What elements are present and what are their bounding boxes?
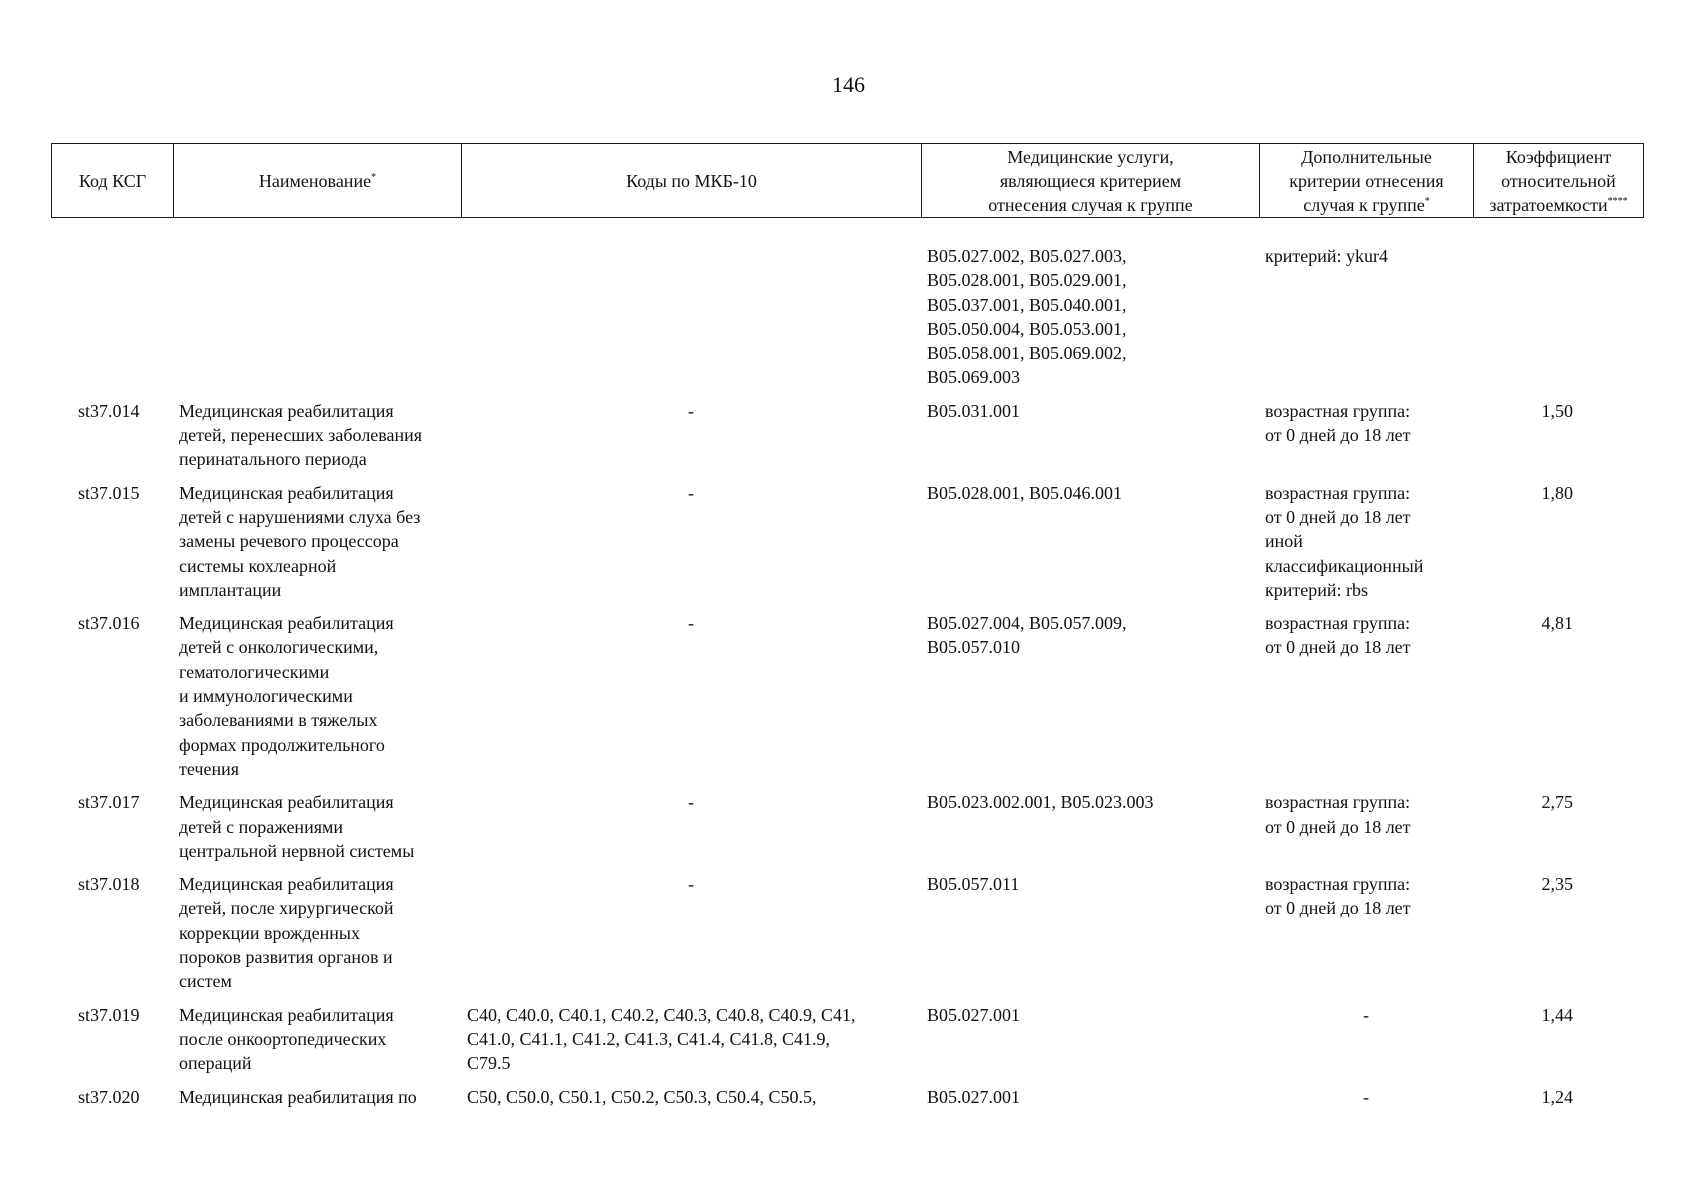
cell-name-line: детей, перенесших заболевания <box>179 425 423 446</box>
table-header <box>51 143 1644 218</box>
header-criteria: Дополнительные критерии отнесения случая к группе* <box>1260 144 1474 218</box>
cell-name-line: течения <box>179 758 239 779</box>
cell-services <box>921 1003 1259 1085</box>
cell-coefficient <box>1473 1085 1643 1118</box>
cell-coefficient-text: 2,75 <box>1541 792 1573 813</box>
cell-coefficient <box>1473 1003 1643 1085</box>
cell-name-line: Медицинская реабилитация по <box>179 1086 417 1107</box>
cell-coefficient <box>1473 399 1643 481</box>
table-row <box>51 399 1643 481</box>
cell-name <box>173 790 461 872</box>
table-row <box>51 1085 1643 1118</box>
cell-services <box>921 399 1259 481</box>
cell-name-line: замены речевого процессора <box>179 531 399 552</box>
cell-name-line: формах продолжительного <box>179 734 385 755</box>
cell-services-line: B05.027.002, B05.027.003, <box>927 246 1127 266</box>
cell-name-line: и иммунологическими <box>179 686 353 707</box>
cell-icd-codes <box>461 399 921 481</box>
cell-ksg-code <box>51 1085 173 1118</box>
cell-criteria <box>1259 1003 1473 1085</box>
cell-icd-codes-line: C79.5 <box>467 1053 511 1074</box>
cell-services-line: B05.058.001, B05.069.002, <box>927 343 1127 364</box>
cell-criteria <box>1259 611 1473 790</box>
cell-ksg-code <box>51 481 173 611</box>
cell-icd-codes-line: C50, C50.0, C50.1, C50.2, C50.3, C50.4, C50.5, <box>467 1086 817 1107</box>
cell-name-line: Медицинская реабилитация <box>179 874 394 895</box>
cell-icd-codes-line: C40, C40.0, C40.1, C40.2, C40.3, C40.8, C40.9, C41, <box>467 1004 856 1025</box>
cell-name-line: заболеваниями в тяжелых <box>179 710 378 731</box>
cell-icd-codes <box>461 611 921 790</box>
cell-icd-codes-line: - <box>688 792 694 813</box>
cell-coefficient-text: 1,24 <box>1541 1086 1573 1107</box>
cell-coefficient-text: 1,50 <box>1541 400 1573 421</box>
table-row <box>51 611 1643 790</box>
cell-services-line: B05.027.004, B05.057.009, <box>927 613 1127 634</box>
cell-name-line: детей, после хирургической <box>179 898 394 919</box>
cell-name <box>173 872 461 1002</box>
cell-criteria-line: возрастная группа: <box>1265 482 1411 503</box>
cell-icd-codes <box>461 1003 921 1085</box>
cell-services <box>921 790 1259 872</box>
header-services: Медицинские услуги, являющиеся критерием отнесения случая к группе <box>922 144 1260 218</box>
page-number: 146 <box>832 72 865 97</box>
cell-criteria <box>1259 244 1473 399</box>
cell-coefficient <box>1473 611 1643 790</box>
cell-services-line: B05.023.002.001, B05.023.003 <box>927 792 1154 813</box>
cell-name-line: Медицинская реабилитация <box>179 613 394 634</box>
cell-ksg-code-text: st37.014 <box>78 400 140 421</box>
cell-name-line: детей с онкологическими, <box>179 637 379 658</box>
cell-name <box>173 481 461 611</box>
ksg-table <box>51 244 1643 1118</box>
cell-criteria-line: возрастная группа: <box>1265 613 1411 634</box>
footnote-mark: **** <box>1607 195 1628 207</box>
cell-icd-codes <box>461 872 921 1002</box>
cell-name-line: после онкоортопедических <box>179 1028 387 1049</box>
cell-criteria-line: критерий: ykur4 <box>1265 246 1388 266</box>
cell-criteria-line: от 0 дней до 18 лет <box>1265 425 1411 446</box>
cell-name-line: перинатального периода <box>179 449 367 470</box>
cell-criteria <box>1259 790 1473 872</box>
cell-name <box>173 1085 461 1118</box>
cell-criteria <box>1259 1085 1473 1118</box>
cell-icd-codes-line: - <box>688 400 694 421</box>
cell-services-line: B05.027.001 <box>927 1004 1021 1025</box>
cell-services-line: B05.027.001 <box>927 1086 1021 1107</box>
cell-icd-codes <box>461 1085 921 1118</box>
cell-icd-codes-line: - <box>688 874 694 895</box>
cell-name-line: Медицинская реабилитация <box>179 482 394 503</box>
header-code: Код КСГ <box>52 144 174 218</box>
cell-icd-codes <box>461 481 921 611</box>
cell-ksg-code <box>51 611 173 790</box>
cell-name-line: имплантации <box>179 579 282 600</box>
cell-ksg-code-text: st37.018 <box>78 874 140 895</box>
cell-ksg-code-text: st37.017 <box>78 792 140 813</box>
cell-name <box>173 244 461 399</box>
cell-services <box>921 481 1259 611</box>
cell-services <box>921 1085 1259 1118</box>
cell-criteria <box>1259 399 1473 481</box>
header-coefficient: Коэффициент относительной затратоемкости**** <box>1474 144 1644 218</box>
footnote-mark: * <box>1424 195 1430 207</box>
cell-name-line: Медицинская реабилитация <box>179 1004 394 1025</box>
cell-ksg-code <box>51 872 173 1002</box>
cell-ksg-code <box>51 790 173 872</box>
cell-services-line: B05.031.001 <box>927 400 1021 421</box>
cell-coefficient-text: 4,81 <box>1541 613 1573 634</box>
cell-services-line: B05.057.011 <box>927 874 1020 895</box>
table-row <box>51 244 1643 399</box>
cell-criteria-line: классификационный <box>1265 555 1424 576</box>
cell-name-line: центральной нервной системы <box>179 840 415 861</box>
cell-criteria-line: иной <box>1265 531 1303 552</box>
cell-name-line: детей с нарушениями слуха без <box>179 506 421 527</box>
cell-icd-codes-line: - <box>688 613 694 634</box>
cell-coefficient <box>1473 872 1643 1002</box>
cell-ksg-code-text: st37.015 <box>78 482 140 503</box>
cell-name-line: детей с поражениями <box>179 816 344 837</box>
cell-ksg-code <box>51 244 173 399</box>
cell-coefficient-text: 1,80 <box>1541 482 1573 503</box>
cell-coefficient-text: 2,35 <box>1541 874 1573 895</box>
table-row <box>51 481 1643 611</box>
footnote-mark: * <box>371 171 377 183</box>
cell-criteria-line: - <box>1363 1004 1369 1025</box>
cell-services <box>921 244 1259 399</box>
cell-criteria-line: критерий: rbs <box>1265 579 1368 600</box>
cell-services-line: B05.028.001, B05.046.001 <box>927 482 1123 503</box>
cell-services-line: B05.069.003 <box>927 367 1021 388</box>
cell-criteria-line: возрастная группа: <box>1265 400 1411 421</box>
cell-icd-codes <box>461 244 921 399</box>
cell-criteria-line: от 0 дней до 18 лет <box>1265 637 1411 658</box>
cell-services-line: B05.028.001, B05.029.001, <box>927 270 1127 291</box>
cell-icd-codes <box>461 790 921 872</box>
cell-name-line: Медицинская реабилитация <box>179 400 394 421</box>
table-body <box>51 244 1643 1118</box>
header-icd: Коды по МКБ-10 <box>462 144 922 218</box>
cell-icd-codes-line: C41.0, C41.1, C41.2, C41.3, C41.4, C41.8, C41.9, <box>467 1028 831 1049</box>
cell-coefficient <box>1473 790 1643 872</box>
cell-coefficient <box>1473 481 1643 611</box>
cell-name-line: коррекции врожденных <box>179 922 360 943</box>
cell-criteria-line: от 0 дней до 18 лет <box>1265 898 1411 919</box>
cell-icd-codes-line: - <box>688 482 694 503</box>
table-row <box>51 790 1643 872</box>
cell-services-line: B05.037.001, B05.040.001, <box>927 294 1127 315</box>
cell-services <box>921 611 1259 790</box>
cell-name <box>173 399 461 481</box>
header-name: Наименование* <box>174 144 462 218</box>
cell-name <box>173 611 461 790</box>
cell-coefficient <box>1473 244 1643 399</box>
cell-criteria-line: возрастная группа: <box>1265 792 1411 813</box>
cell-criteria-line: - <box>1363 1086 1369 1107</box>
cell-name-line: пороков развития органов и <box>179 947 393 968</box>
cell-criteria-line: от 0 дней до 18 лет <box>1265 816 1411 837</box>
cell-ksg-code-text: st37.019 <box>78 1004 140 1025</box>
cell-criteria-line: от 0 дней до 18 лет <box>1265 506 1411 527</box>
cell-criteria <box>1259 872 1473 1002</box>
table-row <box>51 872 1643 1002</box>
cell-name-line: операций <box>179 1053 252 1074</box>
cell-criteria <box>1259 481 1473 611</box>
cell-coefficient-text: 1,44 <box>1541 1004 1573 1025</box>
cell-name <box>173 1003 461 1085</box>
cell-services-line: B05.057.010 <box>927 637 1021 658</box>
cell-ksg-code-text: st37.020 <box>78 1086 140 1107</box>
cell-services <box>921 872 1259 1002</box>
cell-name-line: систем <box>179 971 232 992</box>
cell-name-line: системы кохлеарной <box>179 555 337 576</box>
cell-services-line: B05.050.004, B05.053.001, <box>927 318 1127 339</box>
cell-ksg-code <box>51 399 173 481</box>
cell-ksg-code-text: st37.016 <box>78 613 140 634</box>
cell-criteria-line: возрастная группа: <box>1265 874 1411 895</box>
cell-ksg-code <box>51 1003 173 1085</box>
cell-name-line: гематологическими <box>179 661 330 682</box>
cell-name-line: Медицинская реабилитация <box>179 792 394 813</box>
table-row <box>51 1003 1643 1085</box>
